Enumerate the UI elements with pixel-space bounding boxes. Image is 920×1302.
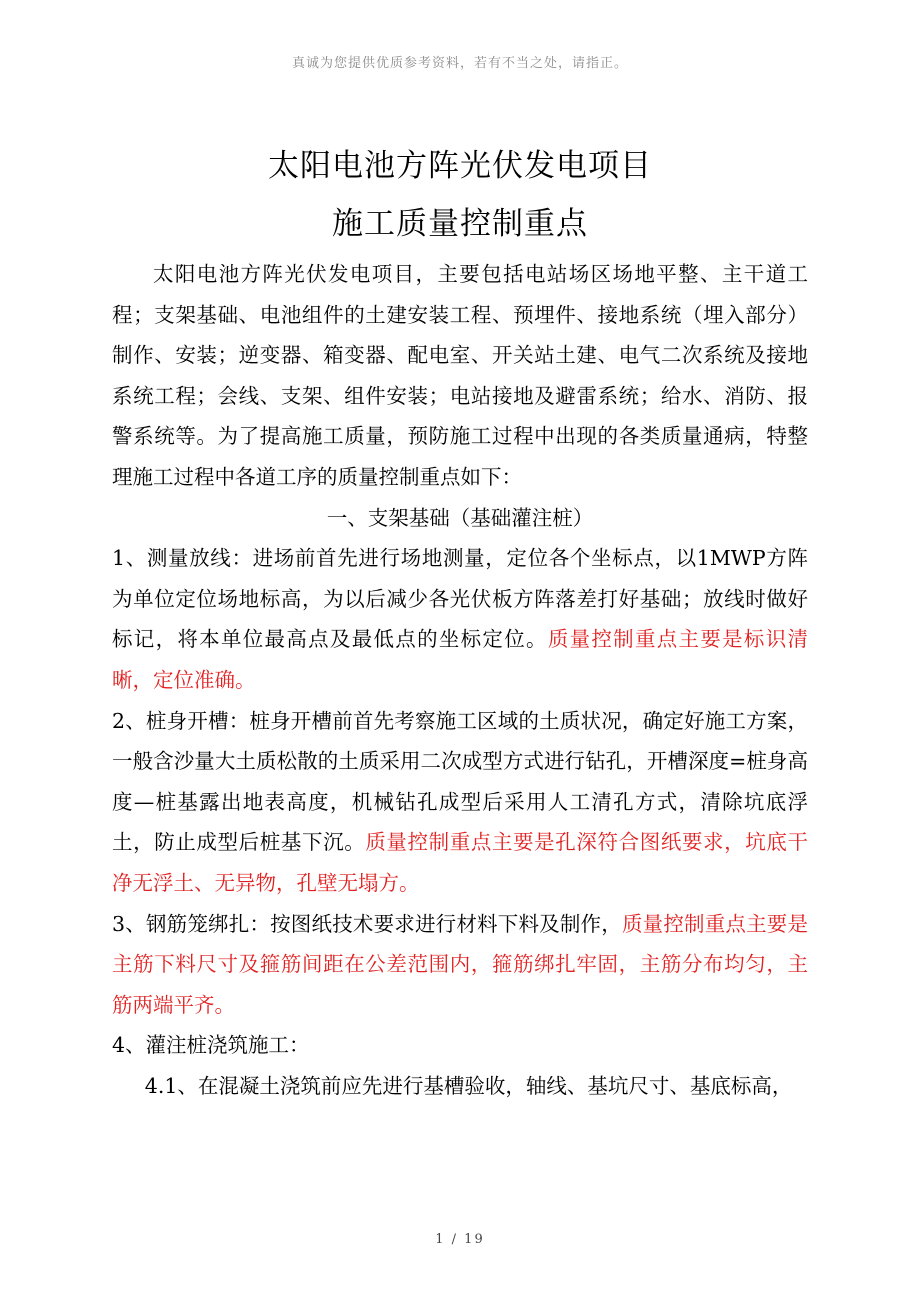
list-item-3 <box>112 904 808 1026</box>
item-text: 3、钢筋笼绑扎：按图纸技术要求进行材料下料及制作， <box>112 911 622 936</box>
document-body <box>112 254 808 1106</box>
sub-item-4-1: 4.1、在混凝土浇筑前应先进行基槽验收，轴线、基坑尺寸、基底标高， <box>144 1073 793 1098</box>
page-number: 1 / 19 <box>435 1232 485 1247</box>
document-title: 太阳电池方阵光伏发电项目 <box>268 148 652 184</box>
document-subtitle: 施工质量控制重点 <box>332 206 588 242</box>
item-text: 1、测量放线：进场前首先进行场地测量，定位各个坐标点，以1MWP方阵为单位定位场地标高，为以后减少各光伏板方阵落差打好基础；放线时做好标记，将本单位最高点及最低点的坐标定位。 <box>112 546 808 652</box>
header-note: 真诚为您提供优质参考资料，若有不当之处，请指正。 <box>291 56 628 71</box>
list-item-1 <box>112 538 808 700</box>
list-item-2 <box>112 701 808 904</box>
section-heading: 一、支架基础（基础灌注桩） <box>326 505 594 530</box>
item-text: 4、灌注桩浇筑施工： <box>112 1033 310 1058</box>
quality-highlight: 质量控制重点主要是标识清晰，定位准确。 <box>112 627 809 692</box>
quality-highlight: 质量控制重点主要是主筋下料尺寸及箍筋间距在公差范围内，箍筋绑扎牢固，主筋分布均匀，主筋两端平齐。 <box>112 911 809 1017</box>
list-item-4 <box>112 1025 808 1066</box>
quality-highlight: 质量控制重点主要是孔深符合图纸要求，坑底干净无浮土、无异物，孔壁无塌方。 <box>112 830 808 895</box>
intro-paragraph: 太阳电池方阵光伏发电项目，主要包括电站场区场地平整、主干道工程；支架基础、电池组件的土建安装工程、预埋件、接地系统（埋入部分）制作、安装；逆变器、箱变器、配电室、开关站土建、电气二次系统及接地系统工程；会线、支架、组件安装；电站接地及避雷系统；给水、消防、报警系统等。为了提高施工质量，预防施工过程中出现的各类质量通病，特整理施工过程中各道工序的质量控制重点如下： <box>112 262 808 489</box>
item-text: 2、桩身开槽：桩身开槽前首先考察施工区域的土质状况，确定好施工方案，一般含沙量大土质松散的土质采用二次成型方式进行钻孔，开槽深度=桩身高度—桩基露出地表高度，机械钻孔成型后采用人工清孔方式，清除坑底浮土，防止成型后桩基下沉。 <box>112 708 808 855</box>
